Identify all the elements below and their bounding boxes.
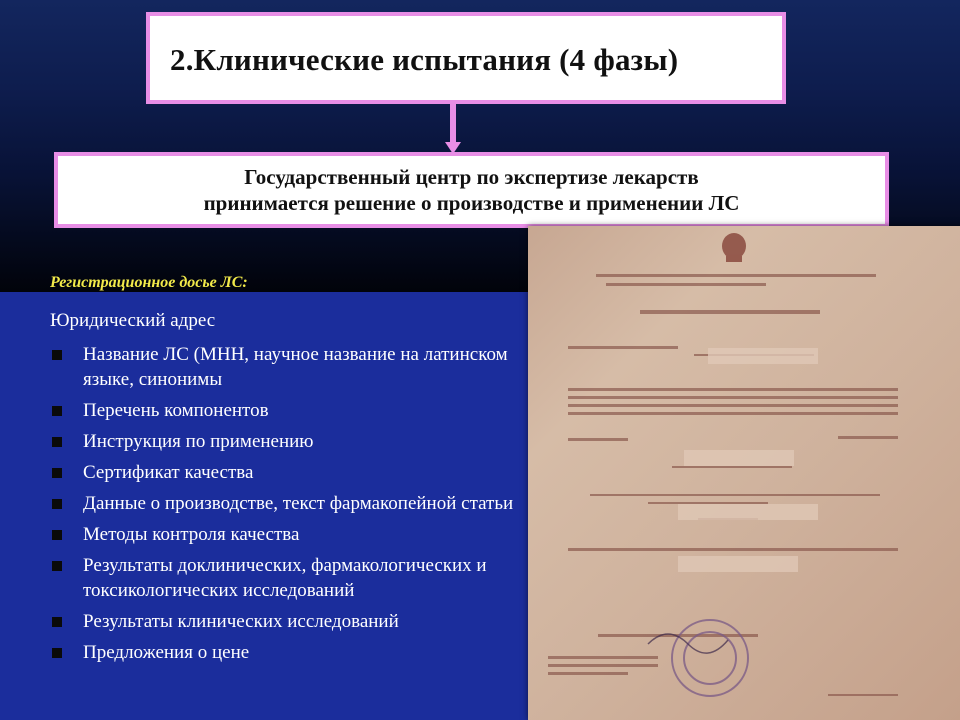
coat-of-arms-icon bbox=[722, 233, 746, 262]
list-item: Результаты доклинических, фармакологических и токсикологических исследований bbox=[48, 553, 518, 603]
square-bullet-icon bbox=[52, 530, 62, 540]
dossier-list bbox=[48, 342, 518, 671]
decision-line-2: принимается решение о производстве и применении ЛС bbox=[203, 191, 740, 215]
certificate-drawing bbox=[528, 226, 960, 720]
slide-title: 2.Клинические испытания (4 фазы) bbox=[170, 42, 679, 77]
dossier-heading: Регистрационное досье ЛС: bbox=[50, 274, 248, 291]
list-item: Инструкция по применению bbox=[48, 429, 518, 454]
square-bullet-icon bbox=[52, 350, 62, 360]
list-item: Данные о производстве, текст фармакопейной статьи bbox=[48, 491, 518, 516]
list-item: Предложения о цене bbox=[48, 640, 518, 665]
registration-certificate-image bbox=[528, 226, 960, 720]
square-bullet-icon bbox=[52, 617, 62, 627]
decision-line-1: Государственный центр по экспертизе лекарств bbox=[244, 165, 699, 189]
square-bullet-icon bbox=[52, 437, 62, 447]
legal-address: Юридический адрес bbox=[50, 310, 216, 331]
list-item: Перечень компонентов bbox=[48, 398, 518, 423]
connector-line bbox=[450, 104, 456, 146]
list-item: Сертификат качества bbox=[48, 460, 518, 485]
square-bullet-icon bbox=[52, 499, 62, 509]
square-bullet-icon bbox=[52, 468, 62, 478]
square-bullet-icon bbox=[52, 406, 62, 416]
square-bullet-icon bbox=[52, 648, 62, 658]
list-item: Методы контроля качества bbox=[48, 522, 518, 547]
title-box bbox=[146, 12, 786, 104]
stamp-icon bbox=[672, 620, 748, 696]
square-bullet-icon bbox=[52, 561, 62, 571]
decision-box bbox=[54, 152, 889, 228]
list-item: Название ЛС (МНН, научное название на латинском языке, синонимы bbox=[48, 342, 518, 392]
list-item: Результаты клинических исследований bbox=[48, 609, 518, 634]
